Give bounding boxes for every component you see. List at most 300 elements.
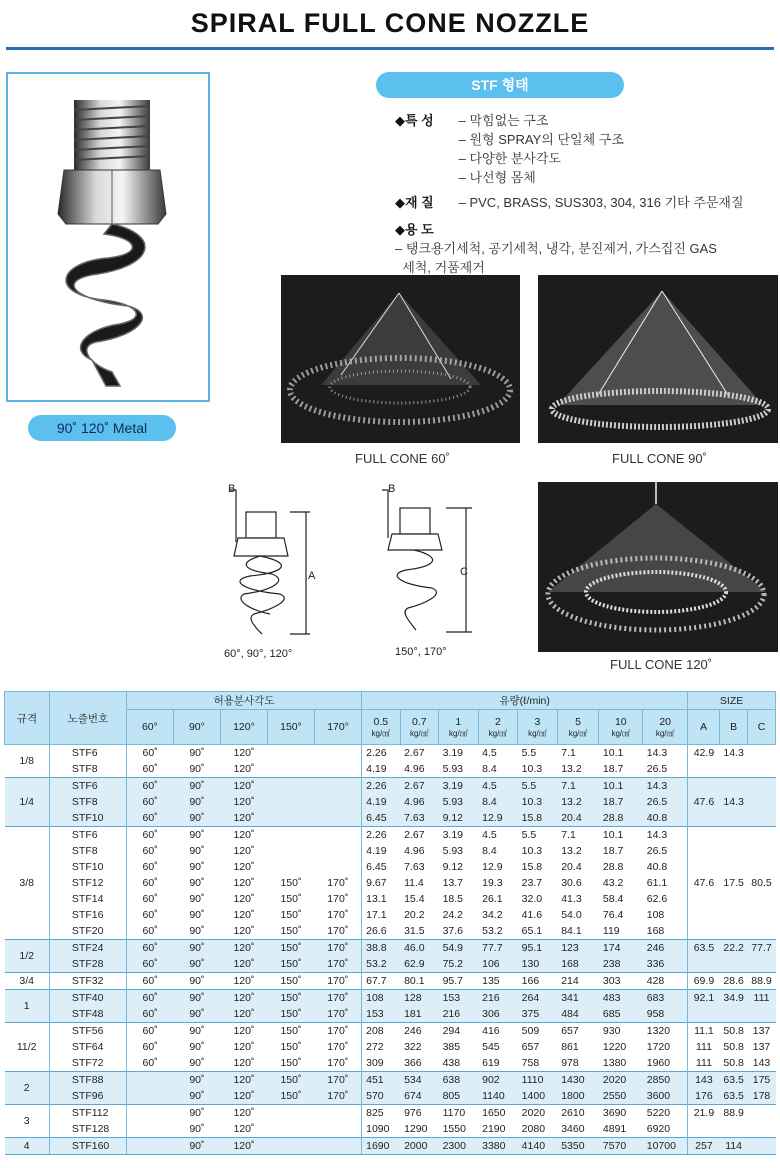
flow-cell: 638 [439,1072,479,1089]
angle-cell: 60˚ [126,1006,173,1023]
flow-cell: 8.4 [482,845,497,857]
angle-cell: 120˚ [220,1105,267,1122]
size-dim-cell [720,1006,748,1023]
size-dim-cell: 28.6 [720,973,748,990]
size-dim-cell [688,778,720,795]
angle-cell [267,843,314,859]
caption-full-cone-60: FULL CONE 60˚ [355,451,450,466]
flow-cell: 976 [400,1105,438,1122]
flow-cell: 14.3 [643,778,688,795]
flow-cell: 95.1 [518,940,558,957]
angle-cell: 90˚ [173,1138,220,1155]
angle-cell [126,1121,173,1138]
flow-cell: 1320 [643,1023,688,1040]
flow-cell: 18.7 [602,845,624,857]
flow-cell: 26.5 [643,761,688,778]
angle-cell [315,810,362,827]
angle-cell: 170˚ [315,1055,362,1072]
flow-cell: 23.7 [521,877,543,889]
table-row [5,1138,776,1155]
flow-cell: 657 [521,1041,540,1053]
size-dim-cell: 63.5 [688,940,720,957]
flow-cell: 7.1 [557,745,599,762]
flow-cell: 10.3 [521,845,543,857]
angle-cell: 150˚ [267,1023,314,1040]
angle-cell: 170˚ [315,956,362,973]
flow-cell: 3.19 [439,745,479,762]
flow-cell: 13.2 [557,794,599,810]
flow-cell: 62.9 [400,956,438,973]
size-dim-cell [748,761,776,778]
flow-cell: 2080 [521,1123,546,1135]
angle-cell [126,1072,173,1089]
dimension-diagrams [210,482,480,652]
usage-line: 세척, 거품제거 [395,260,485,275]
size-dim-cell [748,810,776,827]
size-dim-cell: 111 [695,1057,712,1069]
angle-cell [315,1105,362,1122]
flow-cell: 9.67 [366,877,387,889]
angle-cell: 150˚ [280,1057,302,1069]
angle-cell: 170˚ [315,891,362,907]
flow-cell: 3460 [561,1123,585,1135]
flow-cell: 12.9 [482,861,503,873]
angle-cell: 90˚ [173,778,220,795]
metal-angle-badge: 90˚ 120˚ Metal [28,415,176,441]
angle-cell: 60˚ [126,990,173,1007]
flow-cell: 168 [643,923,688,940]
angle-cell: 150˚ [280,893,302,905]
angle-cell: 120˚ [220,973,267,990]
flow-cell: 428 [643,973,688,990]
nozzle-cell: STF8 [49,761,126,778]
angle-cell: 60˚ [142,893,158,905]
header-size: SIZE [688,692,776,710]
angle-header: 150° [267,710,314,745]
angle-cell: 60˚ [126,745,173,762]
angle-cell: 90˚ [173,1006,220,1023]
angle-cell: 60˚ [126,778,173,795]
flow-cell: 238 [599,956,643,973]
size-dim-cell: 47.6 [688,794,720,810]
flow-cell: 5.5 [518,778,558,795]
flow-cell: 534 [400,1072,438,1089]
nozzle-cell: STF64 [49,1039,126,1055]
flow-cell: 4140 [518,1138,558,1155]
angle-cell: 90˚ [173,1105,220,1122]
flow-cell: 80.1 [400,973,438,990]
flow-cell: 484 [557,1006,599,1023]
nozzle-cell: STF16 [49,907,126,923]
flow-cell: 545 [482,1041,500,1053]
diagram-caption-left: 60°, 90°, 120° [224,648,293,660]
flow-cell: 336 [643,956,688,973]
angle-cell: 90˚ [173,1072,220,1089]
table-row [5,907,776,923]
size-dim-cell: 143 [752,1057,771,1069]
size-dim-cell: 14.3 [720,794,748,810]
size-dim-cell [748,1105,776,1122]
flow-cell: 2.67 [400,778,438,795]
size-dim-cell [688,891,720,907]
size-dim-cell [688,843,720,859]
flow-cell: 1650 [478,1105,518,1122]
size-dim-cell [720,810,748,827]
nozzle-cell: STF8 [49,843,126,859]
pressure-header: 3 kg/㎠ [518,710,558,745]
flow-cell: 26.1 [482,893,503,905]
table-row [5,1105,776,1122]
angle-cell: 170˚ [315,1088,362,1105]
size-dim-cell [748,794,776,810]
table-row [5,810,776,827]
flow-cell: 4.5 [478,745,518,762]
flow-cell: 7570 [599,1138,643,1155]
size-dim-cell: 77.7 [748,940,776,957]
size-dim-cell: 111 [695,1041,712,1053]
flow-cell: 2.26 [362,778,400,795]
size-cell: 1/4 [5,778,50,827]
size-dim-cell [720,956,748,973]
product-photo-frame [6,72,210,402]
angle-cell: 60˚ [142,861,158,873]
flow-cell: 5350 [557,1138,599,1155]
flow-cell: 65.1 [521,925,543,937]
flow-cell: 40.8 [643,810,688,827]
nozzle-cell: STF10 [49,859,126,875]
flow-cell: 20.2 [404,909,425,921]
flow-cell: 15.4 [404,893,425,905]
flow-cell: 2000 [400,1138,438,1155]
size-dim-cell: 42.9 [688,745,720,762]
flow-cell: 438 [442,1057,461,1069]
flow-cell: 17.1 [366,909,387,921]
angle-cell [267,1105,314,1122]
angle-cell: 120˚ [233,763,255,775]
angle-cell: 90˚ [173,794,220,810]
angle-cell [267,794,314,810]
usage-label: ◆용 도 [395,222,434,237]
flow-cell: 14.3 [643,745,688,762]
flow-cell: 168 [557,956,599,973]
flow-cell: 20.4 [557,810,599,827]
angle-cell: 170˚ [315,923,362,940]
angle-cell [267,745,314,762]
angle-cell: 120˚ [220,940,267,957]
flow-cell: 106 [478,956,518,973]
flow-cell: 8.4 [478,794,518,810]
flow-cell: 13.7 [442,877,464,889]
size-cell: 1/8 [5,745,50,778]
flow-cell: 26.5 [643,794,688,810]
angle-cell [315,1138,362,1155]
flow-cell: 978 [561,1057,579,1069]
size-dim-cell: 92.1 [688,990,720,1007]
angle-cell [267,778,314,795]
size-dim-cell [720,923,748,940]
flow-cell: 13.2 [561,763,582,775]
header-spray-angle: 허용분사각도 [126,692,361,710]
table-row [5,1023,776,1040]
nozzle-cell: STF112 [49,1105,126,1122]
angle-cell [315,745,362,762]
flow-cell: 8.4 [482,763,497,775]
size-cell: 3 [5,1105,50,1138]
pressure-header: 2 kg/㎠ [478,710,518,745]
flow-cell: 31.5 [404,925,425,937]
flow-cell: 1430 [557,1072,599,1089]
spec-table [4,691,776,1155]
flow-cell: 181 [400,1006,438,1023]
flow-cell: 4.5 [478,778,518,795]
angle-cell: 170˚ [315,1023,362,1040]
flow-cell: 322 [404,1041,422,1053]
flow-cell: 958 [643,1006,688,1023]
flow-cell: 174 [599,940,643,957]
flow-cell: 2550 [599,1088,643,1105]
caption-full-cone-90: FULL CONE 90˚ [612,451,707,466]
table-row [5,956,776,973]
angle-cell: 90˚ [189,893,205,905]
angle-cell: 120˚ [220,810,267,827]
pressure-header: 0.5 kg/㎠ [362,710,400,745]
title-underline [6,47,774,50]
flow-cell: 7.1 [557,827,599,844]
angle-cell: 60˚ [142,909,158,921]
angle-cell: 150˚ [267,973,314,990]
flow-cell: 95.7 [439,973,479,990]
flow-cell: 4.19 [366,845,387,857]
flow-cell: 375 [518,1006,558,1023]
angle-cell: 150˚ [267,1088,314,1105]
angle-cell [126,1105,173,1122]
flow-cell: 153 [439,990,479,1007]
nozzle-cell: STF10 [49,810,126,827]
angle-cell: 120˚ [220,1072,267,1089]
angle-cell: 90˚ [189,1057,205,1069]
nozzle-cell: STF56 [49,1023,126,1040]
flow-cell: 3600 [643,1088,688,1105]
angle-cell [315,761,362,778]
flow-cell: 5.5 [518,745,558,762]
flow-cell: 75.2 [439,956,479,973]
size-dim-header: A [688,710,720,745]
size-dim-header: C [748,710,776,745]
nozzle-cell: STF40 [49,990,126,1007]
flow-cell: 46.0 [400,940,438,957]
flow-cell: 1220 [602,1041,627,1053]
flow-cell: 2190 [482,1123,506,1135]
angle-cell: 150˚ [267,956,314,973]
flow-cell: 674 [400,1088,438,1105]
flow-cell: 416 [478,1023,518,1040]
flow-cell: 509 [518,1023,558,1040]
dimension-b-label: B [228,483,236,495]
size-dim-cell: 175 [748,1072,776,1089]
nozzle-cell: STF6 [49,745,126,762]
table-row [5,778,776,795]
nozzle-cell: STF8 [49,794,126,810]
nozzle-cell: STF24 [49,940,126,957]
diagram-caption-right: 150°, 170° [395,646,447,658]
angle-cell: 170˚ [315,990,362,1007]
angle-cell: 120˚ [233,1057,255,1069]
angle-cell: 150˚ [267,1006,314,1023]
flow-cell: 40.8 [643,859,688,875]
angle-cell: 150˚ [280,909,302,921]
size-cell: 3/8 [5,827,50,940]
flow-cell: 67.7 [362,973,400,990]
flow-cell: 2.26 [362,827,400,844]
angle-cell: 170˚ [315,907,362,923]
size-cell: 2 [5,1072,50,1105]
flow-cell: 123 [557,940,599,957]
material-line: – PVC, BRASS, SUS303, 304, 316 기타 주문재질 [458,195,744,210]
angle-cell [315,827,362,844]
size-dim-cell: 69.9 [688,973,720,990]
flow-cell: 216 [439,1006,479,1023]
angle-header: 90° [173,710,220,745]
size-dim-cell [748,1138,776,1155]
angle-cell: 90˚ [189,925,205,937]
flow-cell: 26.5 [643,843,688,859]
flow-cell: 861 [561,1041,579,1053]
flow-cell: 303 [599,973,643,990]
table-row [5,973,776,990]
angle-cell: 150˚ [267,940,314,957]
feature-line: – 다양한 분사각도 [458,151,561,166]
angle-cell: 120˚ [233,845,255,857]
flow-cell: 128 [400,990,438,1007]
flow-cell: 7.63 [404,861,425,873]
size-dim-cell: 137 [748,1023,776,1040]
size-dim-cell [748,745,776,762]
flow-cell: 10.3 [521,763,543,775]
flow-cell: 15.8 [521,861,543,873]
pressure-header: 5 kg/㎠ [557,710,599,745]
flow-cell: 84.1 [561,925,582,937]
angle-cell: 90˚ [189,1123,205,1135]
size-dim-cell [748,1006,776,1023]
size-dim-cell [748,778,776,795]
table-row [5,1121,776,1138]
flow-cell: 1090 [366,1123,390,1135]
table-row [5,1006,776,1023]
flow-cell: 53.2 [362,956,400,973]
angle-cell: 90˚ [173,810,220,827]
angle-cell: 170˚ [315,1006,362,1023]
stf-type-badge: STF 형태 [376,72,624,98]
size-dim-cell: 257 [688,1138,720,1155]
flow-cell: 1550 [442,1123,466,1135]
size-dim-cell [688,1121,720,1138]
angle-cell: 120˚ [220,794,267,810]
nozzle-cell: STF6 [49,827,126,844]
flow-cell: 1290 [404,1123,428,1135]
nozzle-cell: STF6 [49,778,126,795]
size-dim-cell [688,1006,720,1023]
nozzle-cell: STF96 [49,1088,126,1105]
size-cell: 1/2 [5,940,50,973]
flow-cell: 570 [362,1088,400,1105]
angle-cell: 90˚ [189,763,205,775]
angle-cell: 90˚ [173,990,220,1007]
flow-cell: 7.1 [557,778,599,795]
flow-cell: 3.19 [439,778,479,795]
angle-cell [315,778,362,795]
angle-cell: 150˚ [280,925,302,937]
size-dim-cell: 17.5 [723,877,744,889]
angle-cell [126,1138,173,1155]
size-dim-cell: 178 [748,1088,776,1105]
angle-cell [315,859,362,875]
nozzle-cell: STF48 [49,1006,126,1023]
angle-cell: 90˚ [189,861,205,873]
size-dim-cell: 22.2 [720,940,748,957]
size-dim-cell [688,859,720,875]
nozzle-cell: STF128 [49,1121,126,1138]
angle-cell [267,810,314,827]
flow-cell: 130 [518,956,558,973]
angle-cell: 90˚ [173,956,220,973]
spray-photo-90 [538,275,778,443]
flow-cell: 41.3 [561,893,582,905]
flow-cell: 54.0 [561,909,582,921]
size-dim-cell [688,810,720,827]
angle-cell: 90˚ [173,973,220,990]
feature-line: – 원형 SPRAY의 단일체 구조 [458,132,624,147]
angle-cell: 90˚ [173,1088,220,1105]
feature-line: – 나선형 몸체 [458,170,536,185]
angle-cell: 90˚ [189,909,205,921]
flow-cell: 34.2 [482,909,503,921]
table-row [5,761,776,778]
angle-cell: 120˚ [233,909,255,921]
flow-cell: 153 [362,1006,400,1023]
flow-cell: 1170 [439,1105,479,1122]
angle-cell [267,827,314,844]
flow-cell: 19.3 [482,877,503,889]
size-dim-cell: 88.9 [748,973,776,990]
size-dim-cell: 111 [748,990,776,1007]
caption-full-cone-120: FULL CONE 120˚ [610,657,713,672]
angle-cell [267,859,314,875]
size-dim-header: B [720,710,748,745]
flow-cell: 264 [518,990,558,1007]
flow-cell: 483 [599,990,643,1007]
flow-cell: 10700 [643,1138,688,1155]
flow-cell: 272 [366,1041,384,1053]
angle-cell: 120˚ [220,827,267,844]
size-dim-cell: 50.8 [723,1057,744,1069]
flow-cell: 1800 [557,1088,599,1105]
flow-cell: 13.1 [366,893,387,905]
flow-cell: 5.93 [442,845,464,857]
flow-cell: 7.63 [400,810,438,827]
flow-cell: 166 [518,973,558,990]
size-dim-cell: 50.8 [723,1041,744,1053]
flow-cell: 10.1 [599,827,643,844]
flow-cell: 2610 [557,1105,599,1122]
size-dim-cell: 14.3 [720,745,748,762]
flow-cell: 43.2 [602,877,624,889]
size-dim-cell [748,827,776,844]
angle-cell: 120˚ [220,745,267,762]
usage-line: – 탱크용기세척, 공기세척, 냉각, 분진제거, 가스집진 GAS [395,241,717,256]
angle-cell: 170˚ [315,1039,362,1055]
size-dim-cell: 21.9 [688,1105,720,1122]
angle-cell: 170˚ [315,875,362,891]
